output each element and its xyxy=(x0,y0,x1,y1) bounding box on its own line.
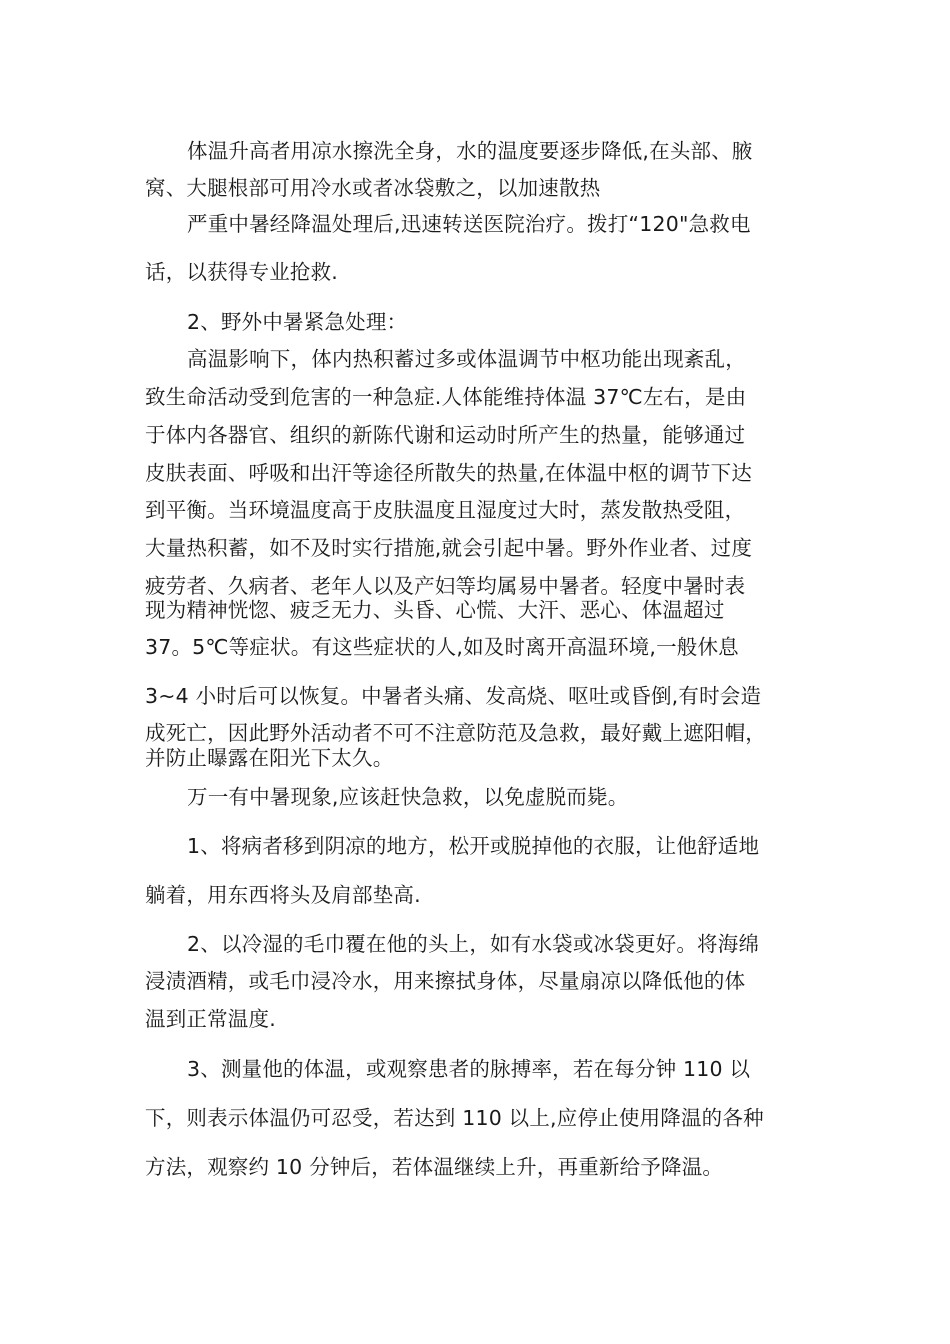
list-item: 2、以冷湿的毛巾覆在他的头上，如有水袋或冰袋更好。将海绵 xyxy=(187,932,760,956)
paragraph-line: 高温影响下，体内热积蓄过多或体温调节中枢功能出现紊乱， xyxy=(187,347,746,371)
list-item-continuation: 温到正常温度. xyxy=(145,1007,276,1031)
paragraph-line: 疲劳者、久病者、老年人以及产妇等均属易中暑者。轻度中暑时表 xyxy=(145,574,746,598)
section-heading: 2、野外中暑紧急处理： xyxy=(187,310,408,334)
paragraph-line: 37。5℃等症状。有这些症状的人,如及时离开高温环境,一般休息 xyxy=(145,635,739,659)
paragraph-line: 皮肤表面、呼吸和出汗等途径所散失的热量,在体温中枢的调节下达 xyxy=(145,461,753,485)
list-item-continuation: 下，则表示体温仍可忍受，若达到 110 以上,应停止使用降温的各种 xyxy=(145,1106,764,1130)
list-item-continuation: 方法，观察约 10 分钟后，若体温继续上升，再重新给予降温。 xyxy=(145,1155,724,1179)
paragraph-line: 并防止曝露在阳光下太久。 xyxy=(145,746,394,770)
list-item: 3、测量他的体温，或观察患者的脉搏率，若在每分钟 110 以 xyxy=(187,1057,751,1081)
paragraph-line: 现为精神恍惚、疲乏无力、头昏、心慌、大汗、恶心、体温超过 xyxy=(145,598,725,622)
list-item-continuation: 躺着，用东西将头及肩部垫高. xyxy=(145,883,421,907)
paragraph-line: 万一有中暑现象,应该赶快急救，以免虚脱而毙。 xyxy=(187,785,629,809)
paragraph-line: 于体内各器官、组织的新陈代谢和运动时所产生的热量，能够通过 xyxy=(145,423,746,447)
paragraph-line: 致生命活动受到危害的一种急症.人体能维持体温 37℃左右，是由 xyxy=(145,385,747,409)
paragraph-line: 成死亡，因此野外活动者不可不注意防范及急救，最好戴上遮阳帽， xyxy=(145,721,766,745)
paragraph-line: 窝、大腿根部可用冷水或者冰袋敷之，以加速散热 xyxy=(145,176,601,200)
paragraph-line: 3~4 小时后可以恢复。中暑者头痛、发高烧、呕吐或昏倒,有时会造 xyxy=(145,684,762,708)
paragraph-line: 大量热积蓄，如不及时实行措施,就会引起中暑。野外作业者、过度 xyxy=(145,536,753,560)
paragraph-line: 到平衡。当环境温度高于皮肤温度且湿度过大时，蒸发散热受阻， xyxy=(145,498,746,522)
list-item-continuation: 浸渍酒精，或毛巾浸冷水，用来擦拭身体，尽量扇凉以降低他的体 xyxy=(145,969,746,993)
list-item: 1、将病者移到阴凉的地方，松开或脱掉他的衣服，让他舒适地 xyxy=(187,834,760,858)
paragraph-line: 话，以获得专业抢救. xyxy=(145,260,339,284)
paragraph-line: 严重中暑经降温处理后,迅速转送医院治疗。拨打“120"急救电 xyxy=(187,212,751,236)
paragraph-line: 体温升高者用凉水擦洗全身，水的温度要逐步降低,在头部、腋 xyxy=(187,139,753,163)
